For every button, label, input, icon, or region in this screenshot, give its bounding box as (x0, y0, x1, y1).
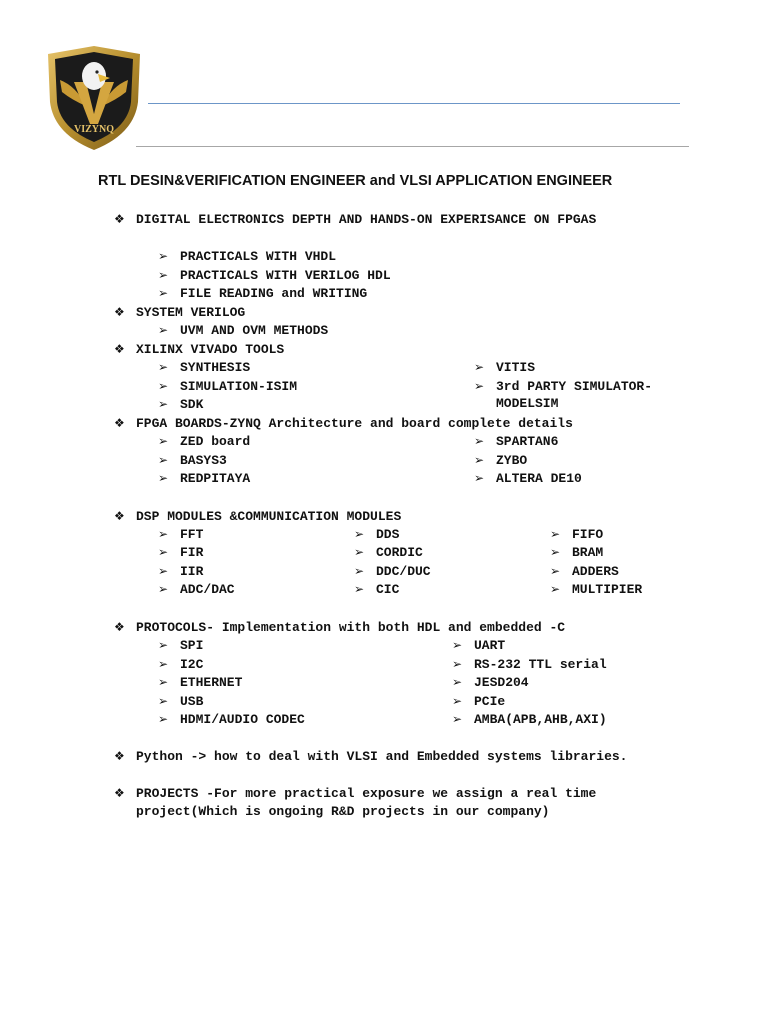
list-item: ➢ FILE READING and WRITING (158, 286, 368, 301)
arrow-bullet-icon: ➢ (158, 268, 169, 282)
list-item: ➢ FIFO (550, 527, 604, 542)
list-item: ➢ UART (452, 638, 506, 653)
section-heading: ❖ XILINX VIVADO TOOLS (114, 342, 285, 357)
section-heading: ❖ PROTOCOLS- Implementation with both HDL and embedded -C (114, 620, 566, 635)
section-heading: ❖ FPGA BOARDS-ZYNQ Architecture and board complete details (114, 416, 573, 431)
section-heading: ❖ DSP MODULES &COMMUNICATION MODULES (114, 509, 402, 524)
diamond-bullet-icon: ❖ (114, 509, 125, 523)
list-item: ➢ CIC (354, 582, 400, 597)
list-item: ➢ SPARTAN6 (474, 434, 559, 449)
list-item: ➢ PCIe (452, 694, 506, 709)
diamond-bullet-icon: ❖ (114, 749, 125, 763)
arrow-bullet-icon: ➢ (158, 638, 169, 652)
list-item: ➢ 3rd PARTY SIMULATOR- (474, 379, 653, 394)
arrow-bullet-icon: ➢ (158, 657, 169, 671)
list-item: ➢ REDPITAYA (158, 471, 251, 486)
list-item: ➢ ADC/DAC (158, 582, 235, 597)
arrow-bullet-icon: ➢ (452, 675, 463, 689)
arrow-bullet-icon: ➢ (158, 712, 169, 726)
list-item-continuation: MODELSIM (496, 396, 559, 411)
list-item: ➢ MULTIPIER (550, 582, 643, 597)
section-heading: ❖ SYSTEM VERILOG (114, 305, 246, 320)
list-item: ➢ DDC/DUC (354, 564, 431, 579)
arrow-bullet-icon: ➢ (158, 249, 169, 263)
section-heading: ❖ DIGITAL ELECTRONICS DEPTH AND HANDS-ON EXPERISANCE ON FPGAS (114, 212, 597, 227)
section-heading: ❖ PROJECTS -For more practical exposure we assign a real time (114, 786, 597, 801)
list-item: ➢ SIMULATION-ISIM (158, 379, 298, 394)
arrow-bullet-icon: ➢ (158, 379, 169, 393)
list-item: ➢ IIR (158, 564, 204, 579)
section-continuation: project(Which is ongoing R&D projects in our company) (136, 804, 550, 819)
list-item: ➢ I2C (158, 657, 204, 672)
diamond-bullet-icon: ❖ (114, 305, 125, 319)
page-title: RTL DESIN&VERIFICATION ENGINEER and VLSI APPLICATION ENGINEER (98, 173, 613, 189)
list-item: ➢ ZED board (158, 434, 251, 449)
arrow-bullet-icon: ➢ (158, 694, 169, 708)
list-item: ➢ SPI (158, 638, 204, 653)
list-item: ➢ UVM AND OVM METHODS (158, 323, 329, 338)
list-item: ➢ BASYS3 (158, 453, 227, 468)
arrow-bullet-icon: ➢ (354, 582, 365, 596)
list-item: ➢ SDK (158, 397, 204, 412)
list-item: ➢ RS-232 TTL serial (452, 657, 607, 672)
header-rule-blue (148, 103, 680, 104)
list-item: ➢ PRACTICALS WITH VERILOG HDL (158, 268, 391, 283)
diamond-bullet-icon: ❖ (114, 212, 125, 226)
arrow-bullet-icon: ➢ (550, 545, 561, 559)
arrow-bullet-icon: ➢ (158, 360, 169, 374)
list-item: ➢ CORDIC (354, 545, 423, 560)
arrow-bullet-icon: ➢ (158, 453, 169, 467)
arrow-bullet-icon: ➢ (158, 286, 169, 300)
diamond-bullet-icon: ❖ (114, 786, 125, 800)
list-item: ➢ SYNTHESIS (158, 360, 251, 375)
list-item: ➢ HDMI/AUDIO CODEC (158, 712, 305, 727)
arrow-bullet-icon: ➢ (354, 564, 365, 578)
list-item: ➢ VITIS (474, 360, 536, 375)
arrow-bullet-icon: ➢ (158, 323, 169, 337)
list-item: ➢ ADDERS (550, 564, 619, 579)
list-item: ➢ ALTERA DE10 (474, 471, 582, 486)
list-item: ➢ ETHERNET (158, 675, 243, 690)
arrow-bullet-icon: ➢ (354, 545, 365, 559)
arrow-bullet-icon: ➢ (550, 527, 561, 541)
arrow-bullet-icon: ➢ (158, 564, 169, 578)
arrow-bullet-icon: ➢ (158, 675, 169, 689)
arrow-bullet-icon: ➢ (474, 453, 485, 467)
arrow-bullet-icon: ➢ (474, 434, 485, 448)
arrow-bullet-icon: ➢ (474, 379, 485, 393)
arrow-bullet-icon: ➢ (550, 564, 561, 578)
arrow-bullet-icon: ➢ (158, 397, 169, 411)
list-item: ➢ ZYBO (474, 453, 528, 468)
list-item: ➢ USB (158, 694, 204, 709)
arrow-bullet-icon: ➢ (158, 434, 169, 448)
diamond-bullet-icon: ❖ (114, 620, 125, 634)
diamond-bullet-icon: ❖ (114, 342, 125, 356)
list-item: ➢ FFT (158, 527, 204, 542)
arrow-bullet-icon: ➢ (452, 712, 463, 726)
list-item: ➢ AMBA(APB,AHB,AXI) (452, 712, 607, 727)
arrow-bullet-icon: ➢ (452, 638, 463, 652)
list-item: ➢ BRAM (550, 545, 604, 560)
arrow-bullet-icon: ➢ (158, 582, 169, 596)
company-logo (38, 42, 150, 154)
header-rule-gray (136, 146, 689, 147)
diamond-bullet-icon: ❖ (114, 416, 125, 430)
arrow-bullet-icon: ➢ (474, 360, 485, 374)
arrow-bullet-icon: ➢ (474, 471, 485, 485)
arrow-bullet-icon: ➢ (452, 694, 463, 708)
arrow-bullet-icon: ➢ (452, 657, 463, 671)
section-heading: ❖ Python -> how to deal with VLSI and Embedded systems libraries. (114, 749, 628, 764)
list-item: ➢ JESD204 (452, 675, 529, 690)
list-item: ➢ DDS (354, 527, 400, 542)
arrow-bullet-icon: ➢ (354, 527, 365, 541)
arrow-bullet-icon: ➢ (158, 471, 169, 485)
list-item: ➢ PRACTICALS WITH VHDL (158, 249, 337, 264)
arrow-bullet-icon: ➢ (158, 545, 169, 559)
arrow-bullet-icon: ➢ (158, 527, 169, 541)
arrow-bullet-icon: ➢ (550, 582, 561, 596)
list-item: ➢ FIR (158, 545, 204, 560)
logo-text: VIZYNQ (73, 124, 115, 135)
